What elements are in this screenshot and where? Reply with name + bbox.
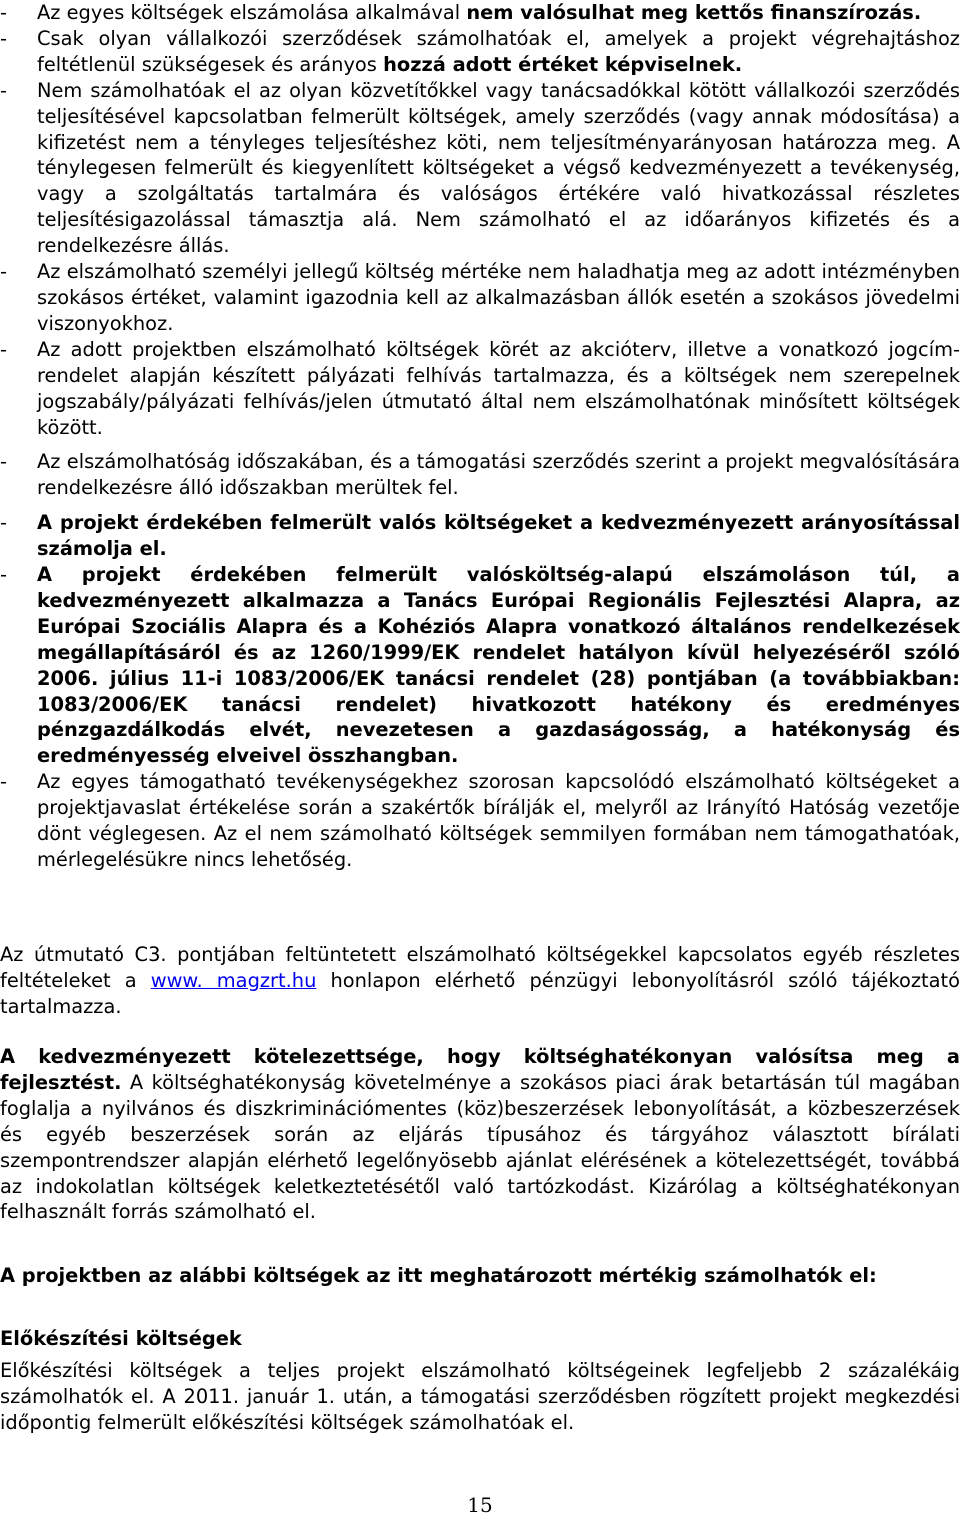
- prep-paragraph: Előkészítési költségek a teljes projekt elszámolható költségeinek legfeljebb 2 százalékáig számolhatók el. A 2011. január 1. után, a támogatási szerződésben rögzített projekt megkezdési időpontig felmerült előkészítési költségek számolhatóak el.: [0, 1359, 960, 1434]
- list-item-text: Csak olyan vállalkozói szerződések számolhatóak el, amelyek a projekt végrehajtáshoz feltétlenül szükségesek és arányos: [37, 26, 960, 76]
- list-item-text: Az egyes költségek elszámolása alkalmával: [37, 1, 467, 24]
- list-dash: -: [0, 511, 7, 535]
- list-item: [0, 259, 960, 337]
- list-item: [0, 337, 960, 441]
- list-dash: -: [0, 450, 7, 474]
- list-dash: -: [0, 770, 7, 794]
- guide-text-after: honlapon elérhető pénzügyi lebonyolításról szóló tájékoztató tartalmazza.: [0, 968, 960, 1018]
- list-item-bold-text: A projekt érdekében felmerült valós költségeket a kedvezményezett arányosítással számolja el.: [37, 511, 960, 561]
- page-number: 15: [467, 1493, 493, 1517]
- list-dash: -: [0, 26, 7, 50]
- list-item-text: Az elszámolhatóság időszakában, és a támogatási szerződés szerint a projekt megvalósítására rendelkezésre álló időszakban merültek fel.: [37, 450, 960, 500]
- list-item: [0, 78, 960, 259]
- list-item: [0, 26, 960, 78]
- obligation-bold: A kedvezményezett kötelezettsége, hogy költséghatékonyan valósítsa meg a fejlesztést.: [0, 1045, 960, 1094]
- list-dash: -: [0, 563, 7, 587]
- obligation-paragraph: [0, 1044, 960, 1225]
- list-item-text: Az elszámolható személyi jellegű költség mértéke nem haladhatja meg az adott intézményben szokásos értéket, valamint igazodnia kell az alkalmazásban állók esetén a szokásos jövedelmi viszonyokhoz.: [37, 260, 960, 335]
- list-dash: -: [0, 337, 7, 361]
- list-item-bold-text: A projekt érdekében felmerült valósköltség-alapú elszámoláson túl, a kedvezményezett alkalmazza a Tanács Európai Regionális Fejlesztési Alapra, az Európai Szociális Alapra és a Kohéziós Alapra vonatkozó általános rendelkezések megállapításáról és az 1260/1999/EK rendelet hatályon kívül helyezéséről szóló 2006. július 11-i 1083/2006/EK tanácsi rendelet (28) pontjában (a továbbiakban: 1083/2006/EK tanácsi rendelet) hivatkozott hatékony és eredményes pénzgazdálkodás elvét, nevezetesen a gazdaságosság, a hatékonyság és eredményesség elveivel összhangban.: [37, 563, 960, 768]
- guide-text-before: Az útmutató C3. pontjában feltüntetett elszámolható költségekkel kapcsolatos egyéb részletes feltételeket a: [0, 943, 960, 992]
- prep-heading: Előkészítési költségek: [0, 1327, 242, 1350]
- list-item: [0, 510, 960, 562]
- list-item: [0, 449, 960, 501]
- list-item-bold-text: nem valósulhat meg kettős finanszírozás.: [466, 1, 922, 24]
- magzrt-link[interactable]: www. magzrt.hu: [150, 968, 317, 992]
- list-item: [0, 0, 960, 26]
- list-item-text: Az egyes támogatható tevékenységekhez szorosan kapcsolódó elszámolható költségeket a projektjavaslat értékelése során a szakértők bírálják el, melyről az Irányító Hatóság vezetője dönt véglegesen. Az el nem számolható költségek semmilyen formában nem támogathatóak, mérlegelésükre nincs lehetőség.: [37, 770, 960, 871]
- list-item: [0, 769, 960, 873]
- list-dash: -: [0, 260, 7, 284]
- costs-heading: A projektben az alábbi költségek az itt meghatározott mértékig számolhatók el:: [0, 1264, 877, 1287]
- list-item-text: Nem számolhatóak el az olyan közvetítőkkel vagy tanácsadókkal kötött vállalkozói szerződés teljesítésével kapcsolatban felmerült költségek, amely szerződés (vagy annak módosítása) a kifizetést nem a tényleges teljesítéshez köti, nem teljesítményarányosan határozza meg. A ténylegesen felmerült és kiegyenlített költségeket a végső kedvezményezett a tevékenység, vagy a szolgáltatás tartalmára és valóságos értékére való hivatkozással részletes teljesítésigazolással támasztja alá. Nem számolható el az időarányos kifizetés és a rendelkezésre állás.: [37, 78, 960, 258]
- list-dash: -: [0, 1, 7, 24]
- guide-paragraph: [0, 942, 960, 1020]
- list-item-text: Az adott projektben elszámolható költségek körét az akcióterv, illetve a vonatkozó jogcím-rendelet alapján készített pályázati felhívás tartalmazza, és a költségek nem szerepelnek jogszabály/pályázati felhívás/jelen útmutató által nem elszámolhatónak minősített költségek között.: [37, 337, 960, 439]
- list-item: [0, 562, 960, 769]
- list-item-bold-text: hozzá adott értéket képviselnek.: [383, 52, 743, 76]
- obligation-text: A költséghatékonyság követelménye a szokásos piaci árak betartásán túl magában foglalja a nyilvános és diszkriminációmentes (köz)beszerzések lebonyolítását, a közbeszerzések és egyéb beszerzések során az eljárás típusához és tárgyához választott bírálati szempontrendszer alapján elérhető legelőnyösebb ajánlat elérésének a kötelezettségét, továbbá az indokolatlan költségek keletkeztetésétől való tartózkodást. Kizárólag a költséghatékonyan felhasznált forrás számolható el.: [0, 1070, 960, 1224]
- list-dash: -: [0, 78, 7, 102]
